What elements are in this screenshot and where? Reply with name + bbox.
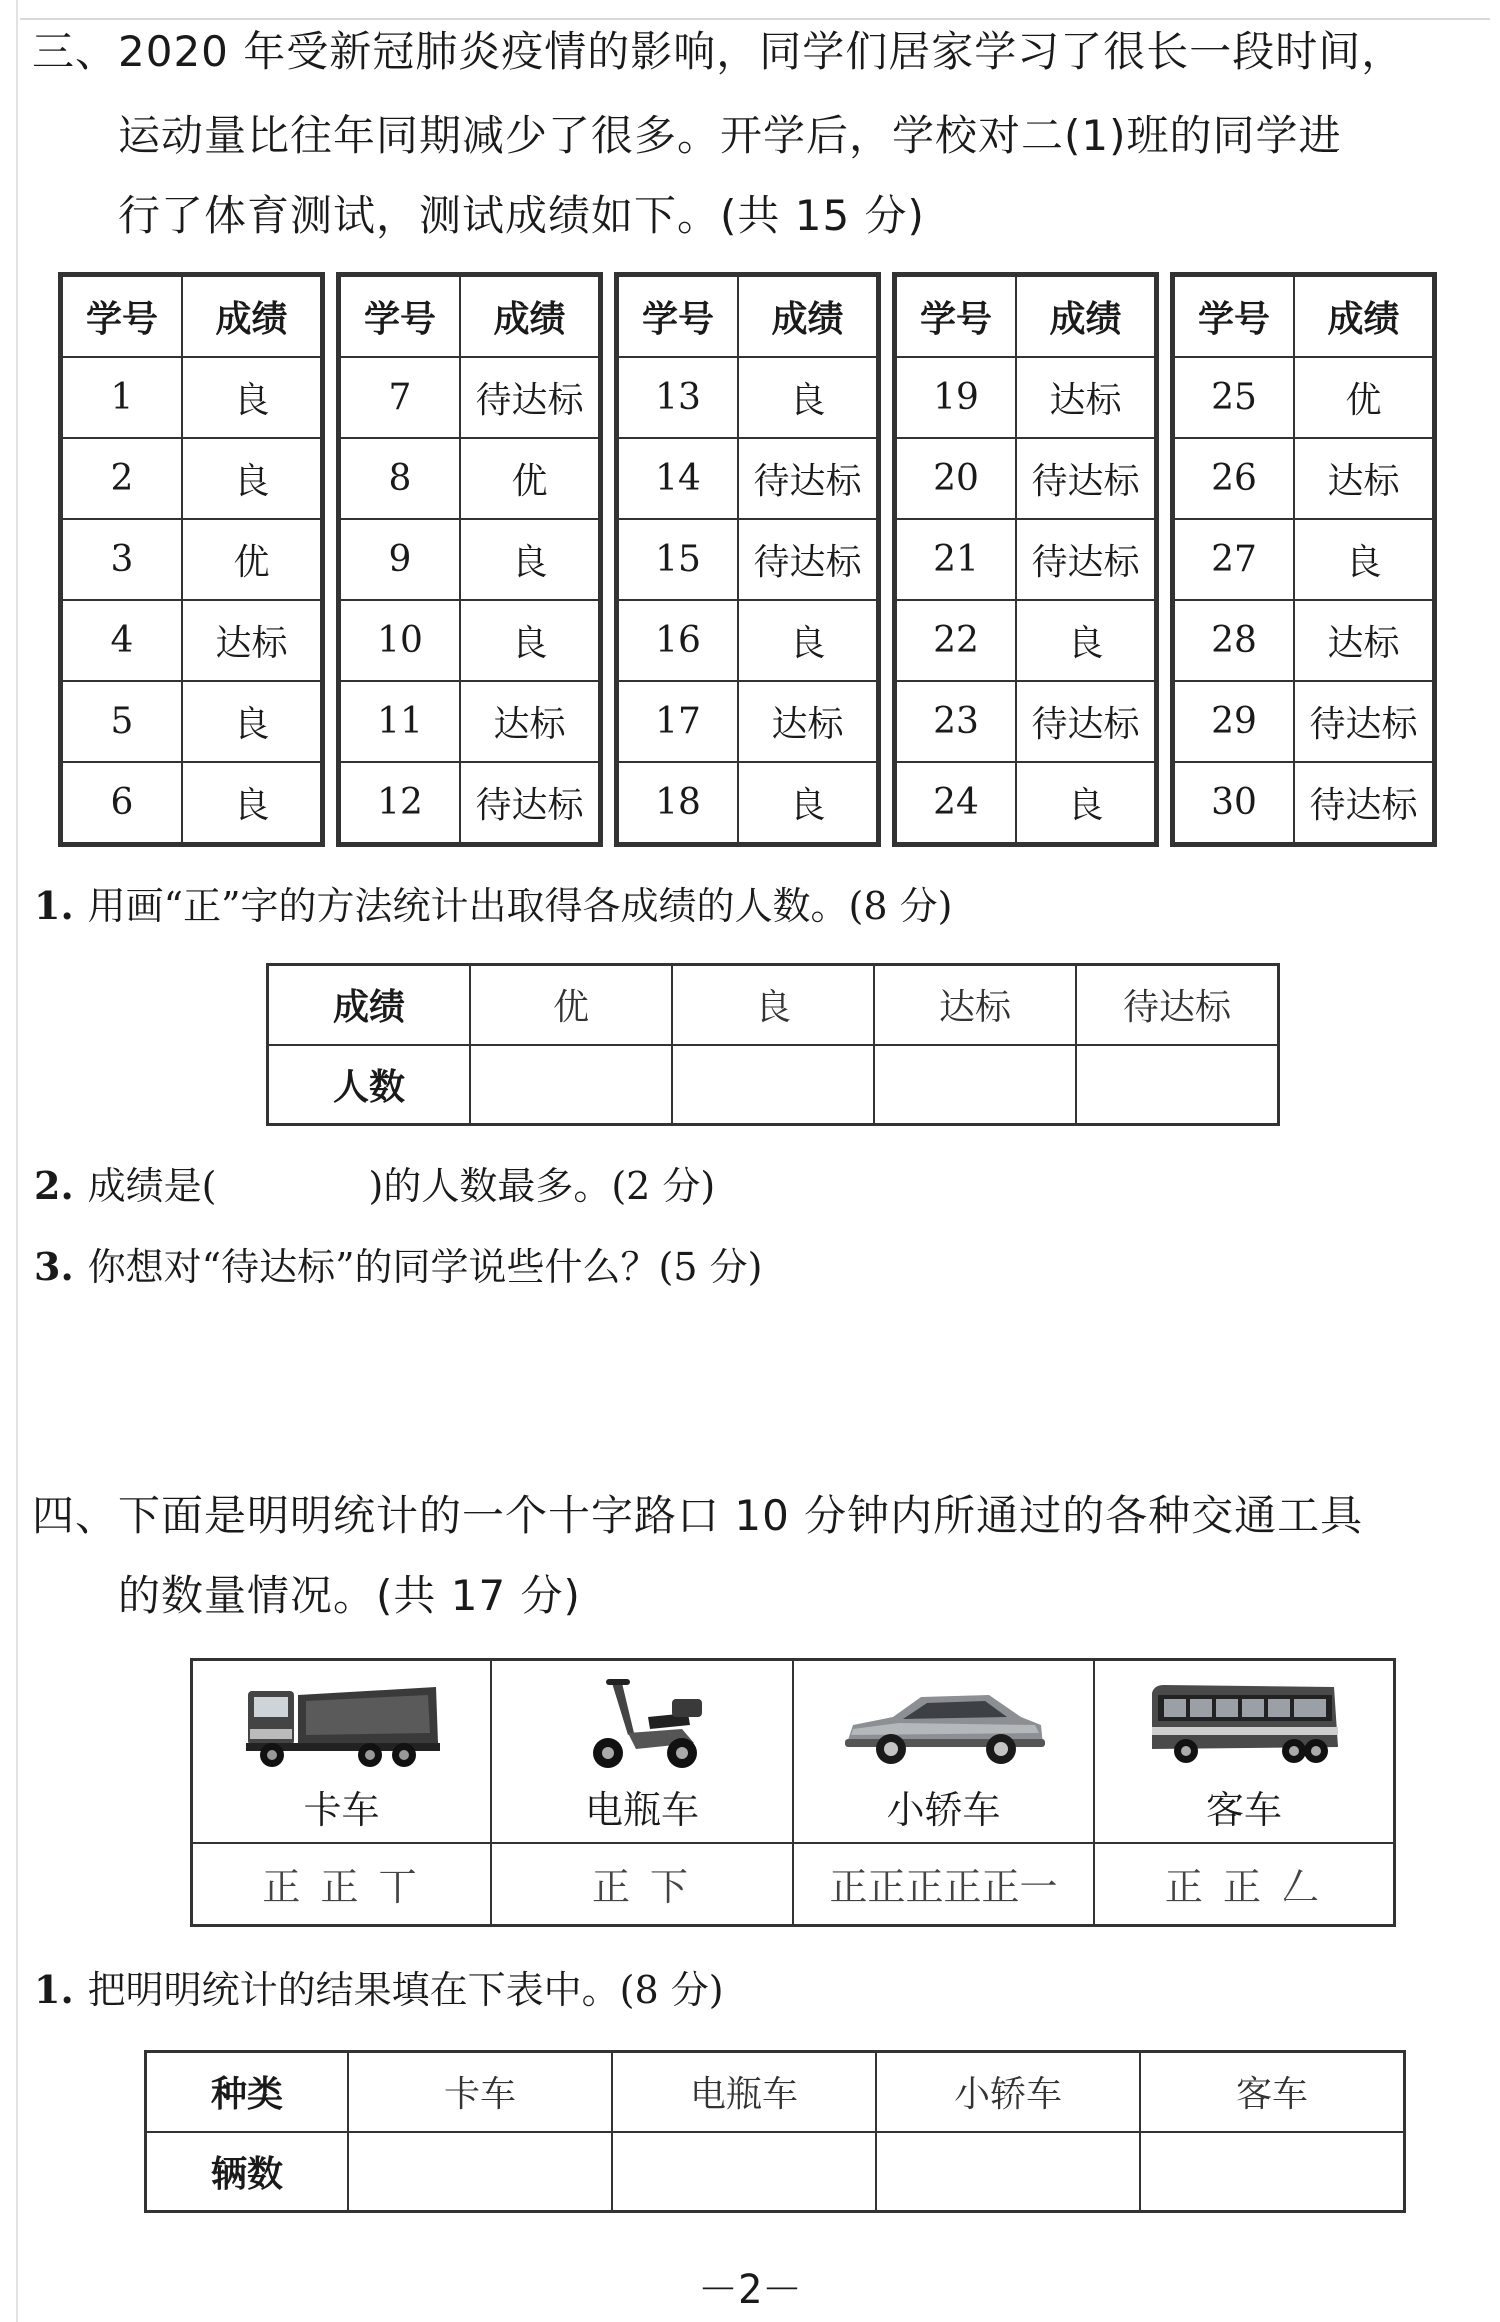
scooter-icon — [572, 1673, 712, 1773]
student-grade: 良 — [460, 600, 599, 681]
student-no: 26 — [1174, 438, 1294, 519]
student-grade: 良 — [1294, 519, 1433, 600]
grade-count-column: 达标 — [874, 965, 1076, 1045]
question-number: 2. — [34, 1163, 74, 1208]
section4-title-line1: 四、下面是明明统计的一个十字路口 10 分钟内所通过的各种交通工具 — [32, 1491, 1364, 1540]
section3-title-line3: 行了体育测试，测试成绩如下。(共 15 分) — [118, 191, 925, 240]
header-student-no: 学号 — [896, 276, 1016, 357]
student-no: 16 — [618, 600, 738, 681]
student-no: 28 — [1174, 600, 1294, 681]
student-no: 21 — [896, 519, 1016, 600]
student-no: 15 — [618, 519, 738, 600]
header-grade: 成绩 — [738, 276, 877, 357]
grade-block-1 — [58, 272, 325, 847]
vehicle-type-row-label: 种类 — [146, 2052, 349, 2132]
tally-marks: 正 正 𠃋 — [1164, 1865, 1324, 1910]
student-no: 9 — [340, 519, 460, 600]
answer-cell[interactable] — [1140, 2132, 1405, 2212]
student-grade: 良 — [1016, 600, 1155, 681]
vehicle-cell-scooter — [491, 1660, 793, 1844]
vehicle-name: 小轿车 — [886, 1788, 1001, 1832]
vehicle-tally-table — [190, 1658, 1396, 1927]
answer-cell[interactable] — [1076, 1045, 1279, 1125]
section4-question-1 — [34, 1960, 724, 2020]
student-no: 10 — [340, 600, 460, 681]
student-no: 27 — [1174, 519, 1294, 600]
answer-cell[interactable] — [876, 2132, 1140, 2212]
header-student-no: 学号 — [340, 276, 460, 357]
student-no: 6 — [62, 762, 182, 843]
vehicle-count-row-label: 辆数 — [146, 2132, 349, 2212]
student-grade: 待达标 — [738, 438, 877, 519]
student-grade: 达标 — [1016, 357, 1155, 438]
student-grade: 待达标 — [738, 519, 877, 600]
header-grade: 成绩 — [460, 276, 599, 357]
student-grade: 良 — [182, 681, 321, 762]
vehicle-type-column: 小轿车 — [876, 2052, 1140, 2132]
student-no: 14 — [618, 438, 738, 519]
answer-cell[interactable] — [612, 2132, 876, 2212]
student-no: 8 — [340, 438, 460, 519]
student-grade: 待达标 — [1294, 762, 1433, 843]
car-icon — [839, 1673, 1049, 1773]
question-text: 用画“正”字的方法统计出取得各成绩的人数。(8 分) — [87, 884, 953, 928]
student-no: 29 — [1174, 681, 1294, 762]
grade-block-2 — [336, 272, 603, 847]
answer-cell[interactable] — [672, 1045, 874, 1125]
section3-question-2 — [34, 1156, 715, 1216]
answer-cell[interactable] — [874, 1045, 1076, 1125]
student-no: 30 — [1174, 762, 1294, 843]
student-grade: 良 — [182, 357, 321, 438]
header-student-no: 学号 — [618, 276, 738, 357]
student-no: 19 — [896, 357, 1016, 438]
student-grade: 达标 — [1294, 438, 1433, 519]
student-grade: 待达标 — [1016, 681, 1155, 762]
student-no: 2 — [62, 438, 182, 519]
student-grade: 达标 — [1294, 600, 1433, 681]
header-student-no: 学号 — [62, 276, 182, 357]
answer-cell[interactable] — [348, 2132, 612, 2212]
page-number: －2－ — [697, 2267, 803, 2313]
header-grade: 成绩 — [1294, 276, 1433, 357]
bus-icon — [1144, 1673, 1344, 1773]
student-grade: 达标 — [738, 681, 877, 762]
student-grade: 优 — [1294, 357, 1433, 438]
header-grade: 成绩 — [1016, 276, 1155, 357]
student-no: 25 — [1174, 357, 1294, 438]
section4-title-line2: 的数量情况。(共 17 分) — [118, 1571, 581, 1620]
student-grade: 良 — [1016, 762, 1155, 843]
student-grade: 良 — [182, 762, 321, 843]
student-grade: 良 — [182, 438, 321, 519]
student-grade: 良 — [738, 357, 877, 438]
grade-count-column: 待达标 — [1076, 965, 1279, 1045]
student-grade: 良 — [460, 519, 599, 600]
vehicle-tally — [491, 1843, 793, 1925]
vehicle-cell-car — [793, 1660, 1094, 1844]
student-no: 4 — [62, 600, 182, 681]
grade-count-column: 良 — [672, 965, 874, 1045]
header-student-no: 学号 — [1174, 276, 1294, 357]
student-grade: 待达标 — [1294, 681, 1433, 762]
student-no: 13 — [618, 357, 738, 438]
vehicle-type-column: 电瓶车 — [612, 2052, 876, 2132]
header-grade: 成绩 — [182, 276, 321, 357]
student-grade: 待达标 — [1016, 438, 1155, 519]
answer-cell[interactable] — [470, 1045, 672, 1125]
student-grade: 优 — [460, 438, 599, 519]
tally-marks: 正 下 — [591, 1865, 693, 1910]
grade-block-4 — [892, 272, 1159, 847]
vehicle-tally — [1094, 1843, 1395, 1925]
student-no: 5 — [62, 681, 182, 762]
vehicle-type-column: 卡车 — [348, 2052, 612, 2132]
grade-count-row-label: 成绩 — [268, 965, 471, 1045]
student-no: 12 — [340, 762, 460, 843]
student-grade: 达标 — [182, 600, 321, 681]
student-grade: 待达标 — [460, 357, 599, 438]
student-no: 22 — [896, 600, 1016, 681]
student-no: 17 — [618, 681, 738, 762]
student-grade: 优 — [182, 519, 321, 600]
student-no: 7 — [340, 357, 460, 438]
student-no: 18 — [618, 762, 738, 843]
vehicle-cell-truck — [192, 1660, 492, 1844]
question-text: 把明明统计的结果填在下表中。(8 分) — [87, 1968, 724, 2012]
student-no: 1 — [62, 357, 182, 438]
question-text: 你想对“待达标”的同学说些什么？(5 分) — [87, 1245, 763, 1289]
vehicle-name: 卡车 — [303, 1788, 380, 1832]
question-number: 3. — [34, 1244, 74, 1289]
count-row-label: 人数 — [268, 1045, 471, 1125]
student-grade: 达标 — [460, 681, 599, 762]
grade-count-table — [266, 963, 1280, 1126]
section3-title-line2: 运动量比往年同期减少了很多。开学后，学校对二(1)班的同学进 — [118, 111, 1342, 160]
tally-marks: 正 正 丅 — [262, 1865, 421, 1910]
student-grade: 待达标 — [1016, 519, 1155, 600]
student-grade: 待达标 — [460, 762, 599, 843]
student-grade: 良 — [738, 762, 877, 843]
section3-question-1 — [34, 876, 952, 936]
question-number: 1. — [34, 883, 74, 928]
grade-block-5 — [1170, 272, 1437, 847]
section3-question-3 — [34, 1237, 762, 1297]
vehicle-tally — [793, 1843, 1094, 1925]
vehicle-name: 电瓶车 — [584, 1788, 699, 1832]
grade-block-3 — [614, 272, 881, 847]
student-no: 23 — [896, 681, 1016, 762]
vehicle-tally — [192, 1843, 492, 1925]
vehicle-name: 客车 — [1205, 1788, 1282, 1832]
section3-title-line1: 三、2020 年受新冠肺炎疫情的影响，同学们居家学习了很长一段时间， — [32, 27, 1405, 76]
question-text: 成绩是( )的人数最多。(2 分) — [87, 1164, 716, 1208]
vehicle-cell-bus — [1094, 1660, 1395, 1844]
vehicle-type-column: 客车 — [1140, 2052, 1405, 2132]
question-number: 1. — [34, 1967, 74, 2012]
student-no: 24 — [896, 762, 1016, 843]
student-grade: 良 — [738, 600, 877, 681]
student-no: 11 — [340, 681, 460, 762]
vehicle-count-table — [144, 2050, 1406, 2213]
page-edge-left — [16, 0, 18, 2322]
truck-icon — [242, 1673, 442, 1773]
student-no: 3 — [62, 519, 182, 600]
tally-marks: 正正正正正一 — [829, 1865, 1058, 1910]
grade-count-column: 优 — [470, 965, 672, 1045]
student-no: 20 — [896, 438, 1016, 519]
